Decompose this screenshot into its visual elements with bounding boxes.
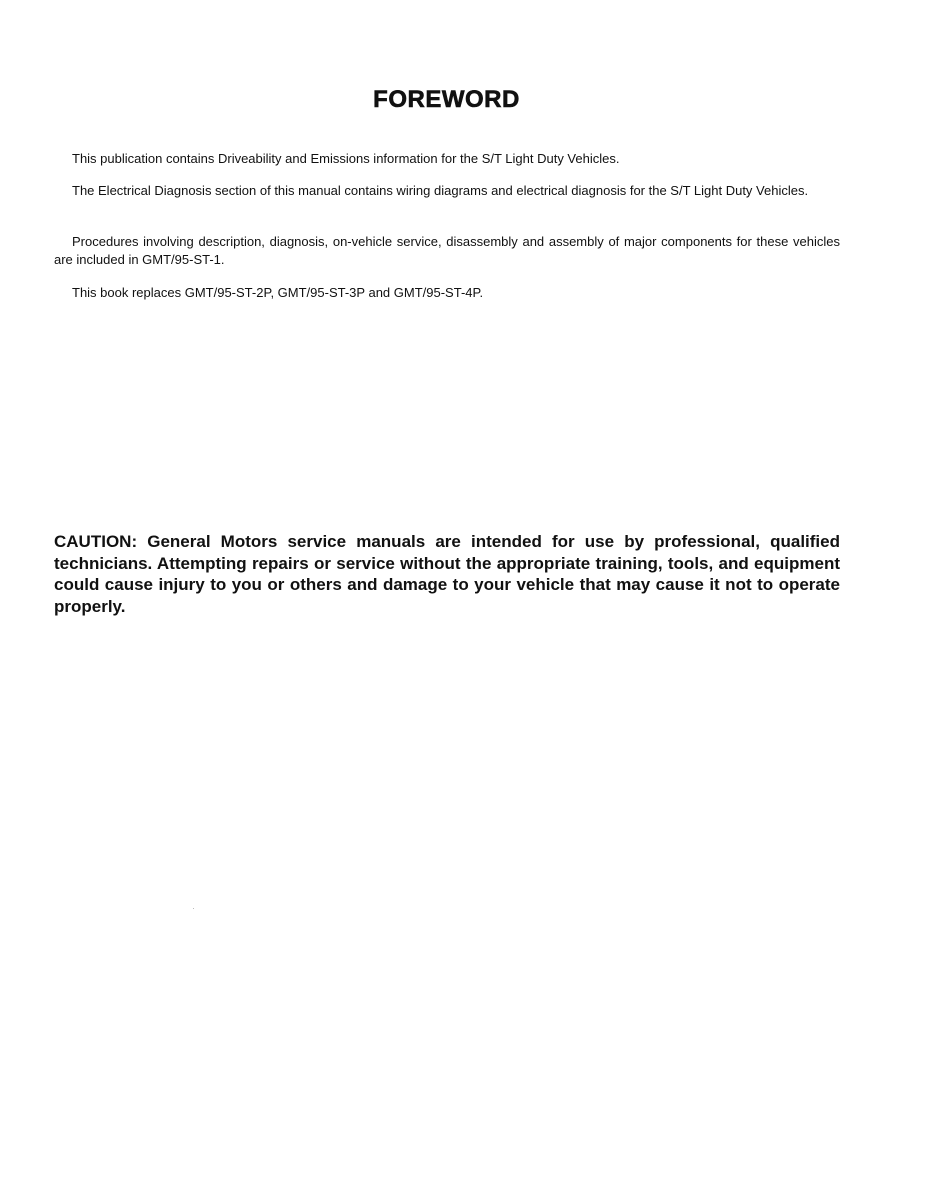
scan-speck xyxy=(193,908,194,909)
paragraph-procedures: Procedures involving description, diagnosis, on-vehicle service, disassembly and assembly of major components for these vehicles are included in GMT/95-ST-1. xyxy=(54,234,840,267)
paragraph-replaces: This book replaces GMT/95-ST-2P, GMT/95-ST-3P and GMT/95-ST-4P. xyxy=(72,285,484,300)
paragraph-electrical-diagnosis: The Electrical Diagnosis section of this manual contains wiring diagrams and electrical diagnosis for the S/T Light Duty Vehicles. xyxy=(72,183,809,198)
page-title: FOREWORD xyxy=(373,86,520,113)
paragraph-publication-contents: This publication contains Driveability and Emissions information for the S/T Light Duty Vehicles. xyxy=(72,151,620,166)
caution-notice: CAUTION: General Motors service manuals are intended for use by professional, qualified technicians. Attempting repairs or service without the appropriate training, tools, and equipment could cause injury to you or others and damage to your vehicle that may cause it not to operate properly. xyxy=(54,532,840,617)
